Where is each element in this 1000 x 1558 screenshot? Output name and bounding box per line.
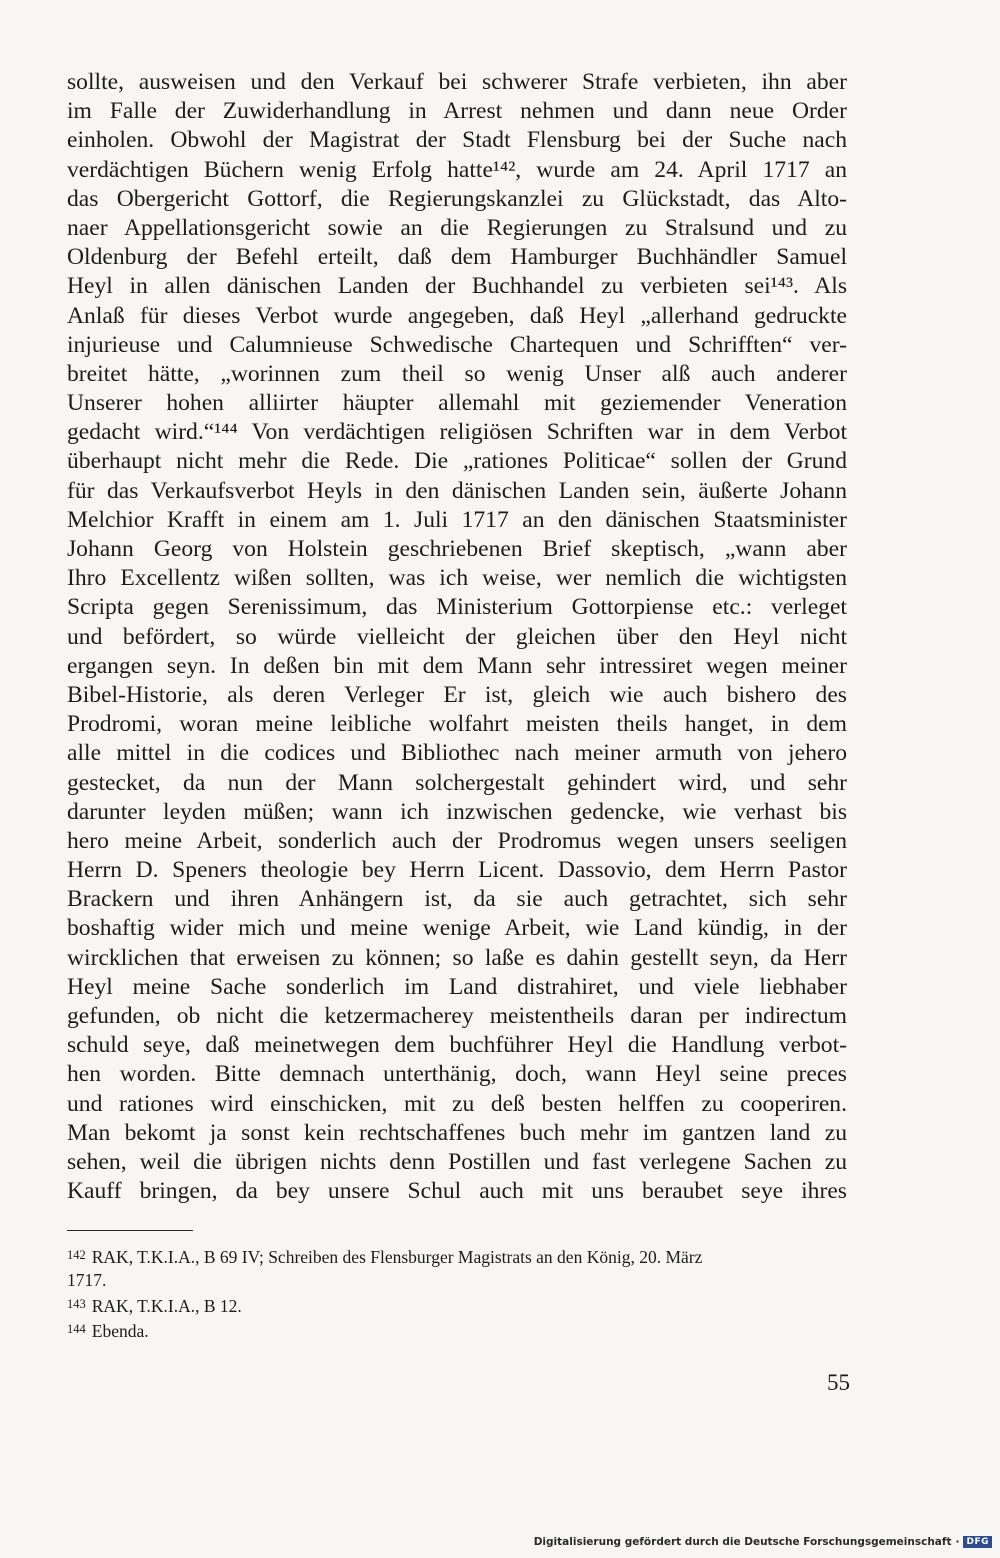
text-line: alle mittel in die codices und Bibliothec nach meiner armuth von jehero xyxy=(67,740,847,767)
text-line: Johann Georg von Holstein geschriebenen Brief skeptisch, „wann aber xyxy=(67,536,847,562)
text-line: Heyl in allen dänischen Landen der Buchhandel zu verbieten sei¹⁴³. Als xyxy=(67,273,847,300)
text-line: das Obergericht Gottorf, die Regierungskanzlei zu Glückstadt, das Alto- xyxy=(67,185,847,212)
text-line: Unserer hohen alliirter häupter allemahl mit geziemender Veneration xyxy=(67,390,847,417)
dfg-logo-icon: DFG xyxy=(963,1536,992,1548)
footnote-number: 142 xyxy=(67,1248,86,1262)
text-line: hen worden. Bitte demnach unterthänig, doch, wann Heyl seine preces xyxy=(67,1061,847,1088)
text-line: Man bekomt ja sonst kein rechtschaffenes buch mehr im gantzen land zu xyxy=(67,1119,847,1146)
text-line: ergangen seyn. In deßen bin mit dem Mann sehr intressiret wegen meiner xyxy=(67,652,847,679)
footnote-text: Ebenda. xyxy=(91,1320,149,1341)
text-line: darunter leyden müßen; wann ich inzwischen gedencke, wie verhast bis xyxy=(67,798,847,825)
footnote-143 xyxy=(67,1292,849,1317)
text-line: injurieuse und Calumnieuse Schwedische Chartequen und Schrifften“ ver- xyxy=(67,331,847,358)
text-line: verdächtigen Büchern wenig Erfolg hatte¹⁴², wurde am 24. April 1717 an xyxy=(67,156,847,183)
text-line: naer Appellationsgericht sowie an die Regierungen zu Stralsund und zu xyxy=(67,214,847,241)
text-line: Anlaß für dieses Verbot wurde angegeben, daß Heyl „allerhand gedruckte xyxy=(67,302,847,329)
text-line: sollte, ausweisen und den Verkauf bei schwerer Strafe verbieten, ihn aber xyxy=(67,69,847,95)
text-line: boshaftig wider mich und meine wenige Arbeit, wie Land kündig, in der xyxy=(67,915,847,942)
text-line: für das Verkaufsverbot Heyls in den dänischen Landen sein, äußerte Johann xyxy=(67,477,847,504)
text-line: Scripta gegen Serenissimum, das Ministerium Gottorpiense etc.: verleget xyxy=(67,594,847,621)
footnote-text: RAK, T.K.I.A., B 12. xyxy=(91,1296,242,1316)
footnote-separator xyxy=(67,1230,193,1231)
footnote-text: 1717. xyxy=(67,1269,107,1290)
text-line: Herrn D. Speners theologie bey Herrn Licent. Dassovio, dem Herrn Pastor xyxy=(67,857,847,884)
footnote-number: 144 xyxy=(67,1321,86,1336)
text-line: wircklichen that erweisen zu können; so laße es dahin gestellt seyn, da Herr xyxy=(67,944,847,971)
text-line: gestecket, da nun der Mann solchergestalt gehindert wird, und sehr xyxy=(67,769,847,796)
text-line: Prodromi, woran meine leibliche wolfahrt meisten theils hanget, in dem xyxy=(67,711,847,738)
text-line: schuld seye, daß meinetwegen dem buchführer Heyl die Handlung verbot- xyxy=(67,1032,847,1059)
text-line: und befördert, so würde vielleicht der gleichen über den Heyl nicht xyxy=(67,623,847,650)
text-line: überhaupt nicht mehr die Rede. Die „rationes Politicae“ sollen der Grund xyxy=(67,448,847,475)
text-line: und rationes wird einschicken, mit zu deß besten helffen zu cooperiren. xyxy=(67,1090,847,1117)
footnote-142 xyxy=(67,1243,849,1268)
text-line: Kauff bringen, da bey unsere Schul auch mit uns beraubet seye ihres xyxy=(67,1178,847,1205)
text-line: Brackern und ihren Anhängern ist, da sie auch getrachtet, sich sehr xyxy=(67,886,847,913)
page-number: 55 xyxy=(827,1370,850,1395)
footnotes xyxy=(67,1243,849,1341)
footnote-142-continuation xyxy=(67,1268,849,1293)
credit-text: Digitalisierung gefördert durch die Deutsche Forschungsgemeinschaft xyxy=(533,1536,952,1548)
footnote-144 xyxy=(67,1317,849,1342)
text-line: hero meine Arbeit, sonderlich auch der Prodromus wegen unsers seeligen xyxy=(67,827,847,854)
footnote-text: RAK, T.K.I.A., B 69 IV; Schreiben des Flensburger Magistrats an den König, 20. März xyxy=(91,1247,703,1267)
text-line: breitet hätte, „worinnen zum theil so wenig Unser alß auch anderer xyxy=(67,360,847,387)
text-line: einholen. Obwohl der Magistrat der Stadt Flensburg bei der Suche nach xyxy=(67,127,847,154)
text-line: im Falle der Zuwiderhandlung in Arrest nehmen und dann neue Order xyxy=(67,98,847,125)
text-line: gefunden, ob nicht die ketzermacherey meistentheils daran per indirectum xyxy=(67,1003,847,1029)
text-line: Heyl meine Sache sonderlich im Land distrahiret, und viele liebhaber xyxy=(67,973,847,1000)
text-line: sehen, weil die übrigen nichts denn Postillen und fast verlegene Sachen zu xyxy=(67,1148,847,1175)
text-line: Oldenburg der Befehl erteilt, daß dem Hamburger Buchhändler Samuel xyxy=(67,244,847,271)
text-line: Ihro Excellentz wißen sollten, was ich weise, wer nemlich die wichtigsten xyxy=(67,565,847,592)
text-line: Melchior Krafft in einem am 1. Juli 1717 an den dänischen Staatsminister xyxy=(67,506,847,533)
text-line: Bibel-Historie, als deren Verleger Er ist, gleich wie auch bishero des xyxy=(67,681,847,708)
digitization-credit: Digitalisierung gefördert durch die Deutsche Forschungsgemeinschaft · DFG xyxy=(534,1536,992,1548)
footnote-number: 143 xyxy=(67,1297,86,1311)
main-text-block xyxy=(67,68,847,1206)
text-line: gedacht wird.“¹⁴⁴ Von verdächtigen religiösen Schriften war in dem Verbot xyxy=(67,419,847,446)
